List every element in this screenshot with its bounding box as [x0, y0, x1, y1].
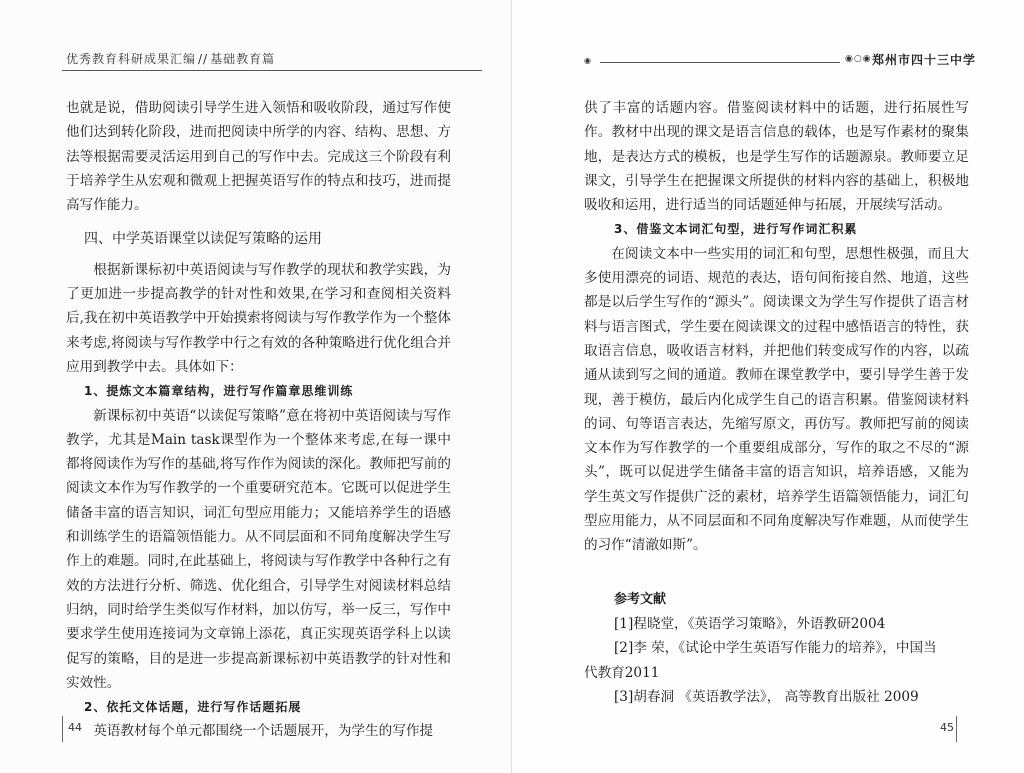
right-page	[512, 0, 1024, 773]
reference-item: [1]程晓堂，《英语学习策略》，外语教研2004	[614, 615, 886, 632]
header-dot-icon: ◉	[584, 56, 591, 65]
paragraph: 根据新课标初中英语阅读与写作教学的现状和教学实践，为了更加进一步提高教学的针对性和效果,在学习和查阅相关资料后,我在初中英语教学中开始摸索将阅读与写作教学作为一个整体来考虑,将阅读与写作教学中行之有效的各种策略进行优化组合并应用到教学中去。具体如下：	[66, 261, 451, 375]
left-body	[66, 96, 451, 744]
page-number: 45	[940, 721, 954, 734]
header-left	[66, 50, 275, 67]
references-title: 参考文献	[614, 591, 667, 607]
header-series: 优秀教育科研成果汇编	[66, 52, 197, 66]
right-body	[584, 96, 969, 709]
reference-item-continued: 代教育2011	[584, 664, 660, 681]
header-rule	[62, 70, 482, 71]
paragraph: 也就是说，借助阅读引导学生进入领悟和吸收阶段，通过写作使他们达到转化阶段，进而把阅读中所学的内容、结构、思想、方法等根据需要灵活运用到自己的写作中去。完成这三个阶段有利于培养学生从宏观和微观上把握英语写作的特点和技巧，进而提高写作能力。	[66, 100, 451, 214]
paragraph: 供了丰富的话题内容。借鉴阅读材料中的话题，进行拓展性写作。教材中出现的课文是语言信息的载体，也是写作素材的聚集地，是表达方式的模板，也是学生写作的话题源泉。教师要立足课文，引导学生在把握课文所提供的材料内容的基础上，积极地吸收和运用，进行适当的同话题延伸与拓展，开展续写活动。	[584, 100, 969, 214]
paragraph: 英语教材每个单元都围绕一个话题展开，为学生的写作提	[93, 723, 434, 740]
section-heading: 四、中学英语课堂以读促写策略的运用	[84, 231, 322, 248]
footer-rule	[956, 716, 957, 742]
reference-item: [2]李 荣，《试论中学生英语写作能力的培养》，中国当	[614, 640, 937, 657]
paragraph: 在阅读文本中一些实用的词汇和句型，思想性极强，而且大多使用漂亮的词语、规范的表达，语句间衔接自然、地道，这些都是以后学生写作的“源头”。阅读课文为学生写作提供了语言材料与语言图式，学生要在阅读课文的过程中感悟语言的特性，获取语言信息，吸收语言材料，并把他们转变成写作的内容，以疏通从读到写之间的通道。教师在课堂教学中，要引导学生善于发现，善于模仿，最后内化成学生自己的语言积累。借鉴阅读材料的词、句等语言表达，先缩写原文，再仿写。教师把写前的阅读文本作为写作教学的一个重要组成部分，写作的取之不尽的“源头”，既可以促进学生储备丰富的语言知识，培养语感，又能为学生英文写作提供广泛的素材，培养学生语篇领悟能力，词汇句型应用能力，从不同层面和不同角度解决写作难题，从而使学生的习作“清澈如斯”。	[584, 245, 969, 554]
header-school: 郑州市四十三中学	[872, 53, 977, 67]
reference-item: [3]胡春洞 《英语教学法》， 高等教育出版社 2009	[614, 688, 919, 705]
subsection-heading: 1、提炼文本篇章结构，进行写作篇章思维训练	[84, 384, 354, 399]
header-ornament-icon: ◉○◉	[845, 54, 872, 64]
header-rule	[600, 62, 840, 63]
subsection-heading: 2、依托文体话题，进行写作话题拓展	[84, 700, 302, 715]
footer-rule	[62, 716, 63, 742]
page-number: 44	[68, 721, 82, 734]
header-section: 基础教育篇	[210, 52, 276, 66]
header-separator: //	[198, 52, 209, 66]
subsection-heading: 3、借鉴文本词汇句型，进行写作词汇积累	[614, 222, 858, 237]
paragraph: 新课标初中英语“以读促写策略”意在将初中英语阅读与写作教学，尤其是Main task课型作为一个整体来考虑,在每一课中都将阅读作为写作的基础,将写作作为阅读的深化。教师把写前的阅读文本作为写作教学的一个重要研究范本。它既可以促进学生储备丰富的语言知识，词汇句型应用能力；又能培养学生的语感和训练学生的语篇领悟能力。从不同层面和不同角度解决学生写作上的难题。同时,在此基础上，将阅读与写作教学中各种行之有效的方法进行分析、筛选、优化组合，引导学生对阅读材料总结归纳，同时给学生类似写作材料，加以仿写，举一反三，写作中要求学生使用连接词为文章锦上添花，真正实现英语学科上以读促写的策略，目的是进一步提高新课标初中英语教学的针对性和实效性。	[66, 407, 451, 691]
